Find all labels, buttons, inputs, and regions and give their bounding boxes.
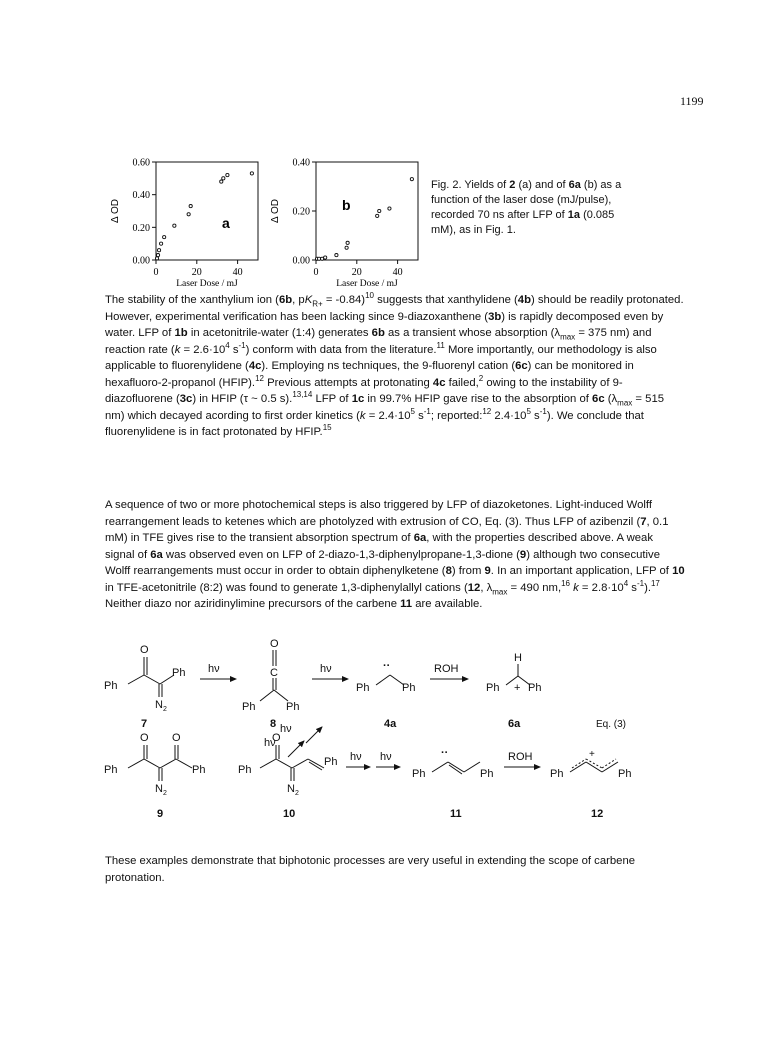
phenyl-label: Ph <box>324 756 338 768</box>
paragraph-diazoketones: A sequence of two or more photochemical steps is also triggered by LFP of diazoketones. Light-induced Wolff rearrangement leads to ketenes which are photolyzed with extrusion of CO, Eq. (3). Thus LFP of azibenzil (7, 0.1 mM) in TFE gives rise to the transient absorption spectrum of 6a, with the properties described above. A weak signal of 6a was observed even on LFP of 2-diazo-1,3-diphenylpropane-1,3-dione (9) although two consecutive Wolff rearrangements must occur in order to obtain diphenylketene (8) from 9. In an important application, LFP of 10 in TFE-acetonitrile (8:2) was found to generate 1,3-diphenylallyl cations (12, $\lambda_{max} = 490$ nm,$^{16}$ $k = 2.8\cdot 10^4$ $s^{-1}).^{17}$ Neither diazo nor aziridinylimine precursors of the carbene 11 are available. <box>105 499 685 610</box>
hv-label: hν <box>264 737 276 749</box>
phenyl-label: Ph <box>104 680 118 692</box>
atom-oxygen: O <box>172 732 181 744</box>
x-tick-label: 0 <box>313 267 319 278</box>
plot-frame <box>316 162 418 260</box>
diazo-subscript: 2 <box>295 790 299 797</box>
caption-compound: 6a <box>568 179 581 191</box>
x-tick-label: 20 <box>351 267 362 278</box>
caption-fig-label: Fig. 2. <box>431 179 462 191</box>
hv-label: hν <box>208 663 220 675</box>
phenyl-label: Ph <box>104 764 118 776</box>
phenyl-label: Ph <box>486 682 500 694</box>
phenyl-label: Ph <box>192 764 206 776</box>
data-point <box>250 172 253 175</box>
data-point <box>160 242 163 245</box>
compound-6a-label: 6a <box>508 718 521 730</box>
figure-caption <box>431 178 636 238</box>
y-tick-label: 0.00 <box>292 255 310 267</box>
atom-hydrogen: H <box>514 652 522 664</box>
data-point <box>378 209 381 212</box>
compound-9-label: 9 <box>157 808 164 820</box>
data-point <box>156 254 159 257</box>
phenyl-label: Ph <box>550 768 564 780</box>
x-tick-label: 0 <box>153 267 159 278</box>
data-point <box>155 257 158 260</box>
atom-oxygen: O <box>270 638 279 650</box>
phenyl-label: Ph <box>402 682 416 694</box>
data-point <box>163 236 166 239</box>
page-number: 1199 <box>680 94 704 108</box>
atom-oxygen: O <box>140 732 149 744</box>
roh-label: ROH <box>508 751 533 763</box>
hv-label: hν <box>280 723 292 735</box>
atom-oxygen: O <box>140 644 149 656</box>
carbene-electrons: ·· <box>383 660 391 672</box>
phenyl-label: Ph <box>412 768 426 780</box>
y-axis-label: Δ OD <box>270 199 281 223</box>
reaction-scheme <box>100 635 660 850</box>
compound-7-label: 7 <box>141 718 148 730</box>
phenyl-label: Ph <box>356 682 370 694</box>
chart-a <box>110 150 270 290</box>
data-point <box>173 224 176 227</box>
carbene-electrons: ·· <box>441 747 449 759</box>
diazo-subscript: 2 <box>163 790 167 797</box>
compound-10-label: 10 <box>283 808 296 820</box>
y-tick-label: 0.20 <box>132 222 150 234</box>
caption-compound: 2 <box>509 179 516 191</box>
diazo-label: N <box>155 783 163 795</box>
data-point <box>226 173 229 176</box>
phenyl-label: Ph <box>618 768 632 780</box>
data-point <box>187 213 190 216</box>
x-tick-label: 20 <box>191 267 202 278</box>
x-tick-label: 40 <box>392 267 403 278</box>
data-point <box>345 246 348 249</box>
phenyl-label: Ph <box>528 682 542 694</box>
y-tick-label: 0.40 <box>292 157 310 169</box>
caption-text: Yields of <box>461 179 510 191</box>
cation-charge: + <box>589 749 595 760</box>
atom-oxygen: O <box>272 732 281 744</box>
caption-compound: 1a <box>567 209 581 221</box>
caption-text: (0.085 mM), as in Fig. 1. <box>431 209 615 236</box>
plot-frame <box>156 162 258 260</box>
y-tick-label: 0.00 <box>132 255 150 267</box>
x-axis-label: Laser Dose / mJ <box>336 279 398 289</box>
roh-label: ROH <box>434 663 459 675</box>
phenyl-label: Ph <box>286 701 300 713</box>
data-point <box>335 254 338 257</box>
cation-charge: + <box>514 682 521 694</box>
data-point <box>220 180 223 183</box>
caption-text: (a) and of <box>515 179 569 191</box>
data-point <box>189 205 192 208</box>
y-tick-label: 0.40 <box>132 190 150 202</box>
data-point <box>222 177 225 180</box>
data-point <box>376 214 379 217</box>
diazo-subscript: 2 <box>163 706 167 713</box>
caption-text: (b) as a function of the laser dose (mJ/pulse), recorded 70 ns after LFP of <box>431 179 622 221</box>
x-axis-label: Laser Dose / mJ <box>176 279 238 289</box>
hv-label: hν <box>350 751 362 763</box>
data-point <box>346 241 349 244</box>
data-point <box>157 249 160 252</box>
hv-label: hν <box>320 663 332 675</box>
phenyl-label: Ph <box>238 764 252 776</box>
data-point <box>410 178 413 181</box>
paragraph-xanthylium: The stability of the xanthylium ion (6b, $pK_{R+} = -0.84)^{10}$ suggests that xanthylidene (4b) should be readily protonated. However, experimental verification has been lacking since 9-diazoxanthene (3b) is rapidly decomposed even by water. LFP of 1b in acetonitrile-water (1:4) generates 6b as a transient whose absorption ($\lambda_{max} = 375$ nm) and reaction rate ($k = 2.6\cdot 10^4$ $s^{-1}$) conform with data from the literature.$^{11}$ More importantly, our methodology is also applicable to fluorenylidene (4c). Employing ns techniques, the 9-fluorenyl cation (6c) can be monitored in hexafluoro-2-propanol (HFIP).$^{12}$ Previous attempts at protonating 4c failed,$^2$ owing to the instability of 9-diazofluorene (3c) in HFIP (τ ~ 0.5 s).$^{13,14}$ LFP of 1c in 99.7% HFIP gave rise to the absorption of 6c ($\lambda_{max} = 515$ nm) which decayed acording to first order kinetics ($k = 2.4\cdot 10^5$ $s^{-1}$; reported:$^{12}$ $2.4\cdot 10^5$ $s^{-1}$). We conclude that fluorenylidene is in fact protonated by HFIP.$^{15}$ <box>105 291 684 438</box>
chart-b <box>270 150 430 290</box>
data-point <box>324 256 327 259</box>
phenyl-label: Ph <box>172 667 186 679</box>
y-tick-label: 0.20 <box>292 206 310 218</box>
x-tick-label: 40 <box>232 267 243 278</box>
compound-8-label: 8 <box>270 718 277 730</box>
panel-label: b <box>342 197 351 213</box>
paragraph-conclusion: These examples demonstrate that biphotonic processes are very useful in extending the scope of carbene protonation. <box>105 855 636 884</box>
equation-label: Eq. (3) <box>596 719 627 730</box>
hv-label: hν <box>380 751 392 763</box>
y-axis-label: Δ OD <box>110 199 121 223</box>
y-tick-label: 0.60 <box>132 157 150 169</box>
compound-12-label: 12 <box>591 808 604 820</box>
compound-11-label: 11 <box>450 808 462 820</box>
compound-4a-label: 4a <box>384 718 397 730</box>
diazo-label: N <box>155 699 163 711</box>
phenyl-label: Ph <box>242 701 256 713</box>
phenyl-label: Ph <box>480 768 494 780</box>
panel-label: a <box>222 215 230 231</box>
diazo-label: N <box>287 783 295 795</box>
atom-carbon: C <box>270 667 278 679</box>
data-point <box>388 207 391 210</box>
